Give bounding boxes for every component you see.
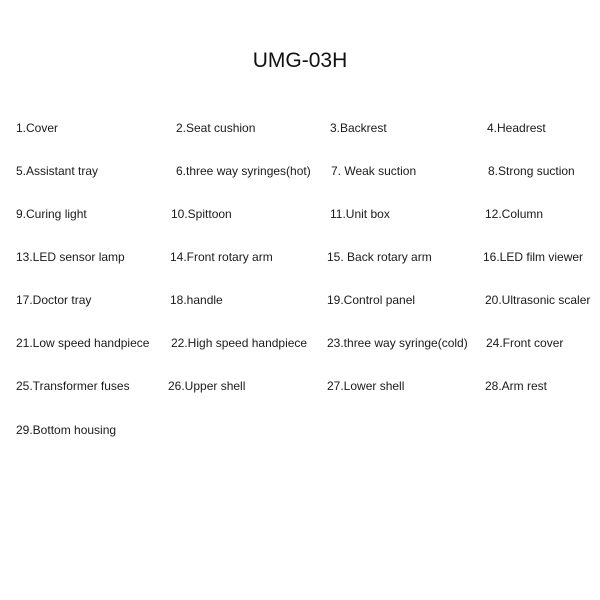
- part-item: 8.Strong suction: [488, 164, 575, 178]
- part-item: 10.Spittoon: [171, 207, 232, 221]
- part-item: 25.Transformer fuses: [16, 379, 130, 393]
- part-item: 12.Column: [485, 207, 544, 221]
- part-item: 23.three way syringe(cold): [327, 336, 468, 350]
- part-item: 13.LED sensor lamp: [16, 250, 125, 264]
- part-item: 9.Curing light: [16, 207, 87, 221]
- part-item: 16.LED film viewer: [483, 250, 584, 264]
- part-item: 20.Ultrasonic scaler: [485, 293, 591, 307]
- part-item: 4.Headrest: [487, 121, 546, 135]
- part-item: 1.Cover: [16, 121, 59, 135]
- part-item: 15. Back rotary arm: [327, 250, 432, 264]
- part-item: 24.Front cover: [486, 336, 564, 350]
- part-item: 29.Bottom housing: [16, 423, 117, 437]
- part-item: 11.Unit box: [330, 207, 390, 221]
- part-item: 19.Control panel: [327, 293, 416, 307]
- part-item: 26.Upper shell: [168, 379, 246, 393]
- part-item: 17.Doctor tray: [16, 293, 92, 307]
- part-item: 2.Seat cushion: [176, 121, 256, 135]
- part-item: 27.Lower shell: [327, 379, 405, 393]
- page-title: UMG-03H: [252, 49, 348, 72]
- part-item: 21.Low speed handpiece: [16, 336, 150, 350]
- part-item: 14.Front rotary arm: [170, 250, 273, 264]
- part-item: 22.High speed handpiece: [171, 336, 308, 350]
- part-item: 3.Backrest: [330, 121, 387, 135]
- part-item: 28.Arm rest: [485, 379, 548, 393]
- part-item: 7. Weak suction: [331, 164, 417, 178]
- part-item: 6.three way syringes(hot): [176, 164, 311, 178]
- part-item: 5.Assistant tray: [16, 164, 99, 178]
- part-item: 18.handle: [170, 293, 223, 307]
